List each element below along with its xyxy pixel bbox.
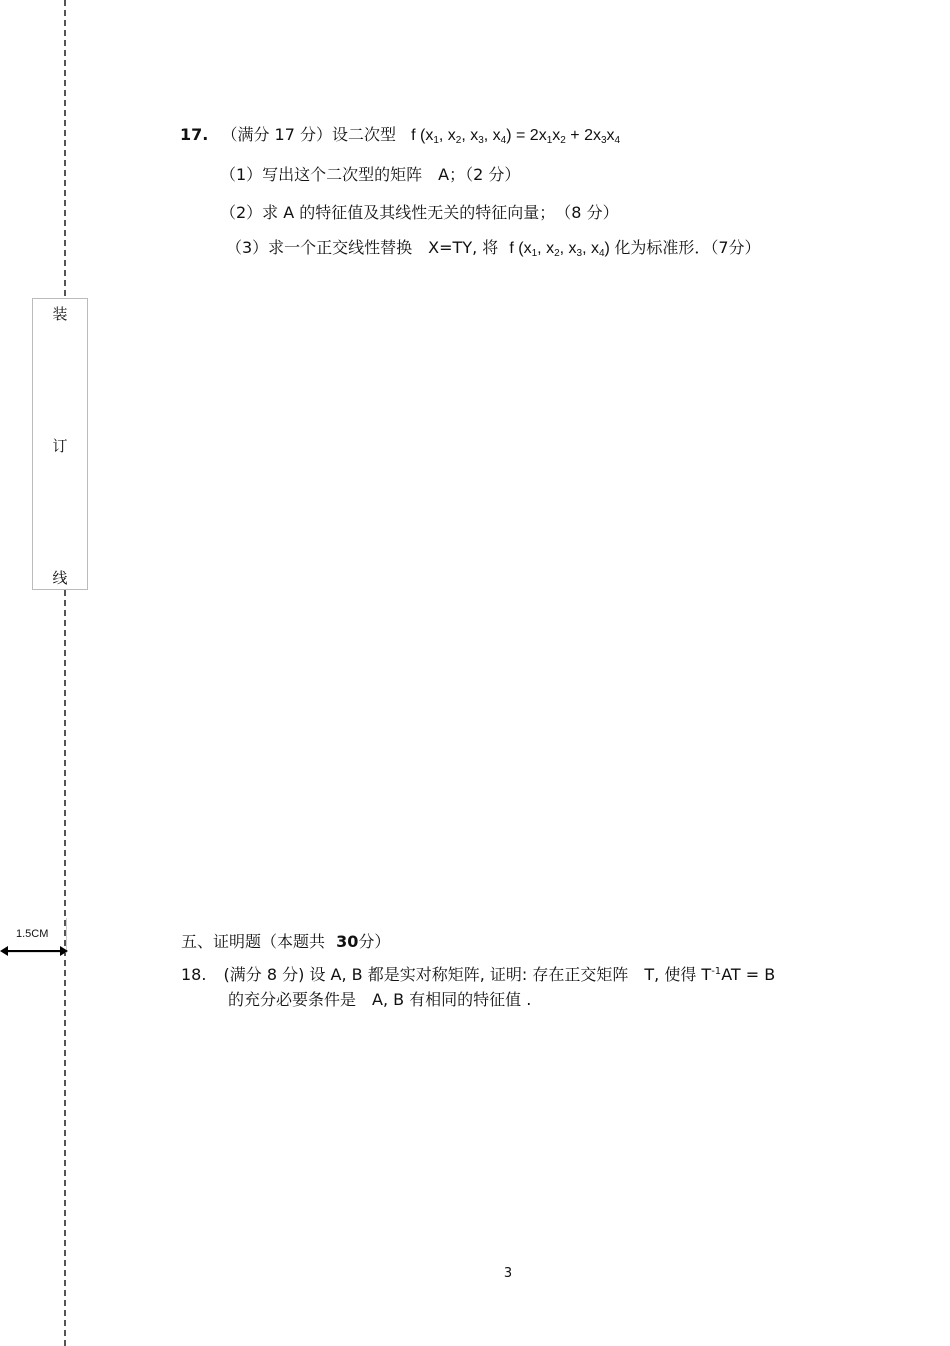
margin-width-label: 1.5CM — [16, 928, 49, 940]
question-17-part-1: （1）写出这个二次型的矩阵 A；（2 分） — [220, 165, 521, 184]
quadratic-form-ref: f ($x_1$, $x_2$, $x_3$, $x_4$) — [509, 240, 615, 259]
section-5-title: 五、证明题（本题共 30分） — [181, 932, 391, 951]
double-arrow-icon — [0, 944, 68, 958]
binding-label-box — [32, 298, 88, 590]
binding-char-xian: 线 — [52, 569, 68, 587]
page-number: 3 — [503, 1266, 513, 1281]
quadratic-form-formula: f ($x_1$, $x_2$, $x_3$, $x_4) = 2x_1x_2 + 2x_3x_4$ — [411, 127, 621, 146]
question-intro: （满分 17 分）设二次型 — [221, 125, 396, 144]
question-number: 18. — [181, 965, 207, 984]
question-number: 17. — [180, 125, 209, 144]
section-points: 30 — [336, 932, 359, 951]
question-17-part-3: （3）求一个正交线性替换 X=TY, 将 f ($x_1$, $x_2$, $x_3$, $x_4$) 化为标准形．（7分） — [226, 238, 761, 259]
question-17-header — [180, 122, 620, 146]
binding-char-ding: 订 — [52, 437, 68, 455]
question-18-line-2: 的充分必要条件是 A, B 有相同的特征值 . — [228, 990, 532, 1009]
question-18-line-1: 18. (满分 8 分) 设 A, B 都是实对称矩阵, 证明: 存在正交矩阵 T, 使得 $T^{-1}AT = B$ — [181, 965, 776, 984]
question-17-part-2: （2）求 A 的特征值及其线性无关的特征向量； （8 分） — [220, 203, 619, 222]
binding-char-zhuang: 装 — [52, 305, 68, 323]
binding-dashed-line — [64, 0, 66, 1346]
